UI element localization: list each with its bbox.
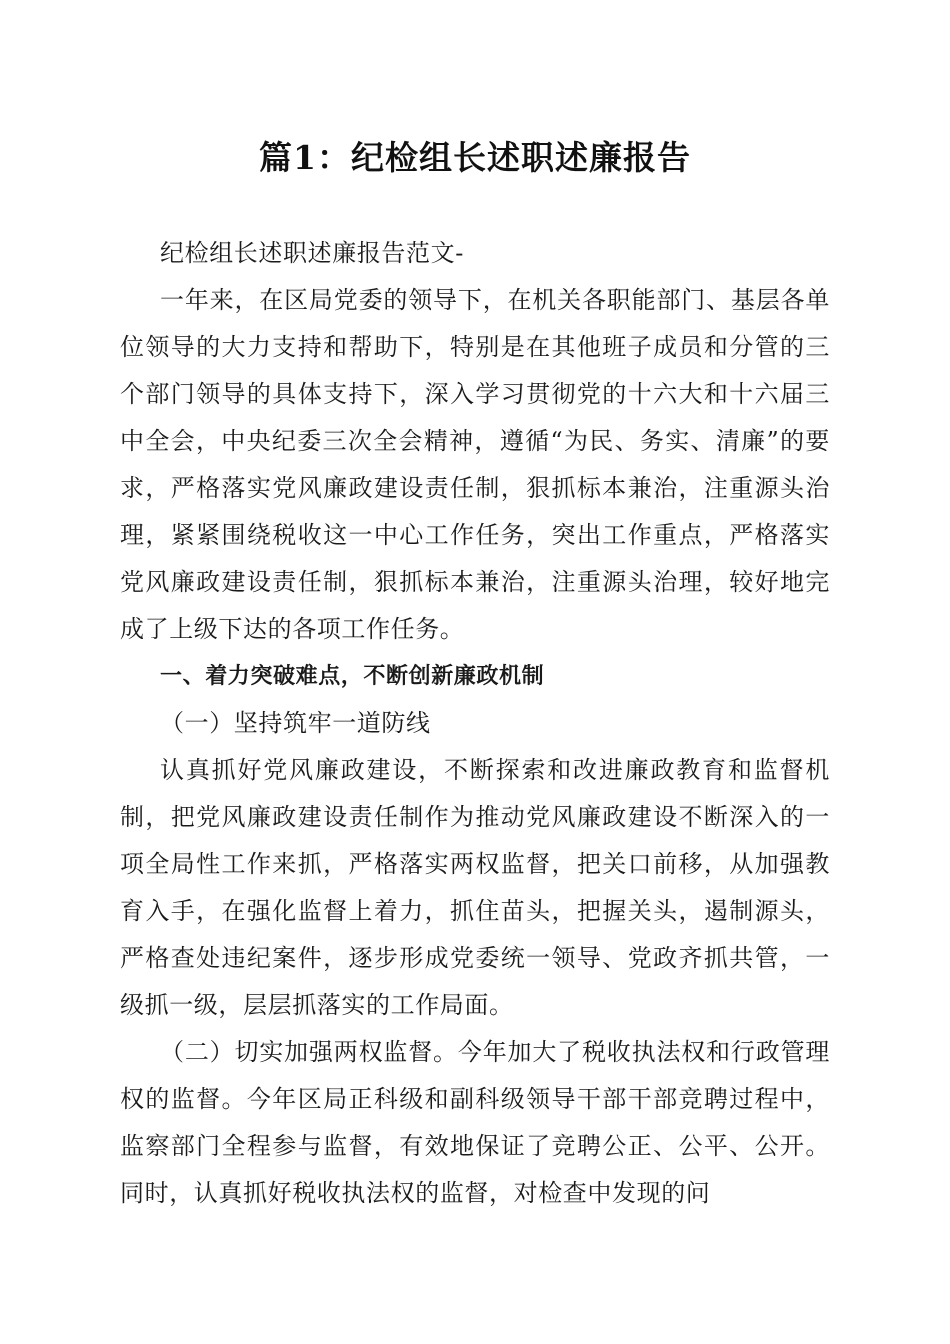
- subsection-1-paragraph: 认真抓好党风廉政建设，不断探索和改进廉政教育和监督机制，把党风廉政建设责任制作为推动党风廉政建设不断深入的一项全局性工作来抓，严格落实两权监督，把关口前移，从加强教育入手，在强化监督上着力，抓住苗头，把握关头，遏制源头，严格查处违纪案件，逐步形成党委统一领导、党政齐抓共管，一级抓一级，层层抓落实的工作局面。: [120, 756, 830, 1019]
- report-subtitle: 纪检组长述职述廉报告范文-: [160, 239, 464, 267]
- subsection-2-paragraph: （二）切实加强两权监督。今年加大了税收执法权和行政管理权的监督。今年区局正科级和副科级领导干部干部竞聘过程中，监察部门全程参与监督，有效地保证了竞聘公正、公平、公开。同时，认真抓好税收执法权的监督，对检查中发现的问: [120, 1038, 830, 1207]
- section-1-heading: 一、着力突破难点，不断创新廉政机制: [160, 664, 545, 689]
- subsection-1-heading: （一）坚持筑牢一道防线: [160, 709, 431, 737]
- document-title: 篇1：纪检组长述职述廉报告: [259, 138, 691, 177]
- document-body: [120, 230, 830, 1217]
- intro-paragraph: 一年来，在区局党委的领导下，在机关各职能部门、基层各单位领导的大力支持和帮助下，特别是在其他班子成员和分管的三个部门领导的具体支持下，深入学习贯彻党的十六大和十六届三中全会，中央纪委三次全会精神，遵循“为民、务实、清廉”的要求，严格落实党风廉政建设责任制，狠抓标本兼治，注重源头治理，紧紧围绕税收这一中心工作任务，突出工作重点，严格落实党风廉政建设责任制，狠抓标本兼治，注重源头治理，较好地完成了上级下达的各项工作任务。: [120, 286, 830, 643]
